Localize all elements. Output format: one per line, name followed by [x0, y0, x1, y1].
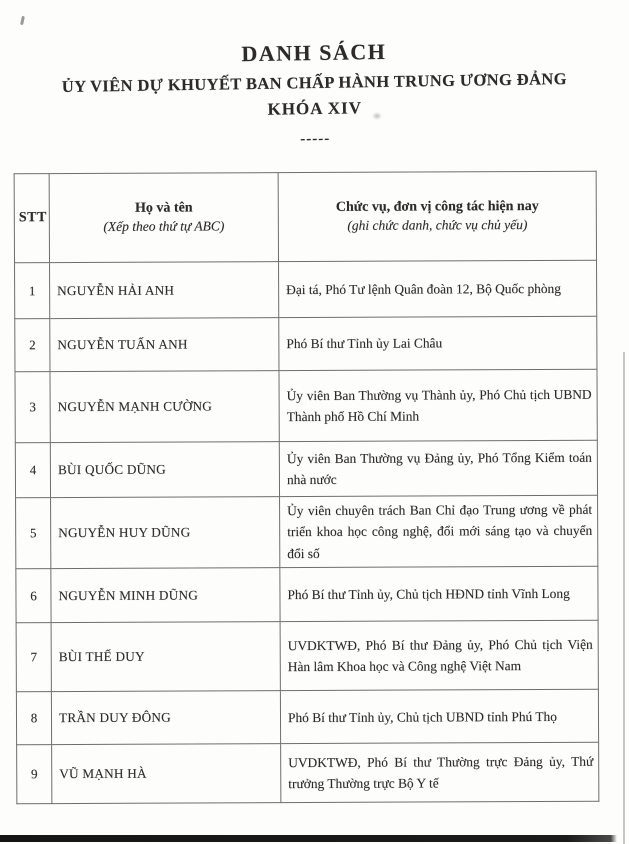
member-name: BÙI THẾ DUY: [51, 622, 280, 692]
position-column-subtitle: (ghi chức danh, chức vụ chủ yếu): [347, 217, 528, 233]
column-header-stt: STT: [14, 174, 49, 263]
row-number: 2: [15, 319, 50, 372]
member-name: NGUYỄN MINH DŨNG: [51, 568, 280, 623]
table-row: [16, 495, 598, 569]
member-position: Phó Bí thư Tỉnh ủy Lai Châu: [279, 316, 597, 370]
member-name: NGUYỄN TUẤN ANH: [50, 318, 279, 372]
member-position: Phó Bí thư Tỉnh ủy, Chủ tịch HĐND tỉnh Vĩnh Long: [280, 567, 598, 622]
column-header-position: [278, 171, 596, 261]
member-position: Phó Bí thư Tỉnh ủy, Chủ tịch UBND tỉnh Phú Thọ: [280, 690, 598, 744]
document-title: DANH SÁCH: [241, 38, 387, 67]
scan-speck-artifact: [20, 16, 25, 25]
scan-edge-line-artifact: [623, 352, 625, 844]
row-number: 3: [15, 372, 50, 443]
member-position: Đại tá, Phó Tư lệnh Quân đoàn 12, Bộ Quốc phòng: [279, 260, 597, 317]
scan-bottom-bar-artifact: [0, 835, 617, 842]
row-number: 6: [16, 569, 51, 623]
member-name: NGUYỄN HẢI ANH: [50, 262, 279, 319]
table-header-row: [14, 171, 596, 263]
member-name: VŨ MẠNH HÀ: [52, 744, 281, 804]
table-row: [15, 440, 597, 498]
member-name: NGUYỄN MẠNH CƯỜNG: [50, 371, 279, 443]
table-row: [15, 369, 597, 443]
member-position: UVDKTWĐ, Phó Bí thư Đảng ủy, Phó Chủ tịch Viện Hàn lâm Khoa học và Công nghệ Việt Nam: [280, 621, 598, 691]
row-number: 5: [16, 498, 51, 569]
members-table: [14, 171, 600, 805]
table-row: [17, 743, 599, 805]
document-subtitle: ỦY VIÊN DỰ KHUYẾT BAN CHẤP HÀNH TRUNG ƯƠNG ĐẢNG: [61, 69, 567, 96]
row-number: 9: [17, 745, 52, 804]
member-position: Ủy viên Ban Thường vụ Đảng ủy, Phó Tổng Kiểm toán nhà nước: [279, 440, 597, 496]
table-row: [15, 316, 597, 372]
table-row: [16, 621, 598, 693]
name-column-subtitle: (Xếp theo thứ tự ABC): [103, 218, 225, 234]
member-name: BÙI QUỐC DŨNG: [50, 442, 279, 498]
table-row: [16, 567, 598, 624]
table-row: [16, 690, 598, 746]
row-number: 1: [15, 263, 50, 319]
member-name: NGUYỄN HUY DŨNG: [51, 497, 280, 569]
table-row: [15, 260, 597, 319]
row-number: 7: [16, 623, 51, 692]
member-position: UVDKTWĐ, Phó Bí thư Thường trực Đảng ủy, Thứ trưởng Thường trực Bộ Y tế: [281, 743, 599, 803]
member-name: TRẦN DUY ĐÔNG: [51, 691, 280, 745]
row-number: 8: [16, 692, 51, 745]
row-number: 4: [15, 443, 50, 498]
separator-dashes: -----: [300, 130, 331, 148]
member-position: Ủy viên chuyên trách Ban Chỉ đạo Trung ương về phát triển khoa học công nghệ, đổi mới sáng tạo và chuyển đổi số: [280, 495, 598, 568]
document-term: KHÓA XIV: [267, 98, 363, 119]
document-header: [0, 35, 629, 153]
column-header-name: [49, 173, 278, 263]
name-column-title: Họ và tên: [134, 200, 193, 216]
position-column-title: Chức vụ, đơn vị công tác hiện nay: [335, 198, 539, 215]
member-position: Ủy viên Ban Thường vụ Thành ủy, Phó Chủ tịch UBND Thành phố Hồ Chí Minh: [279, 369, 597, 441]
